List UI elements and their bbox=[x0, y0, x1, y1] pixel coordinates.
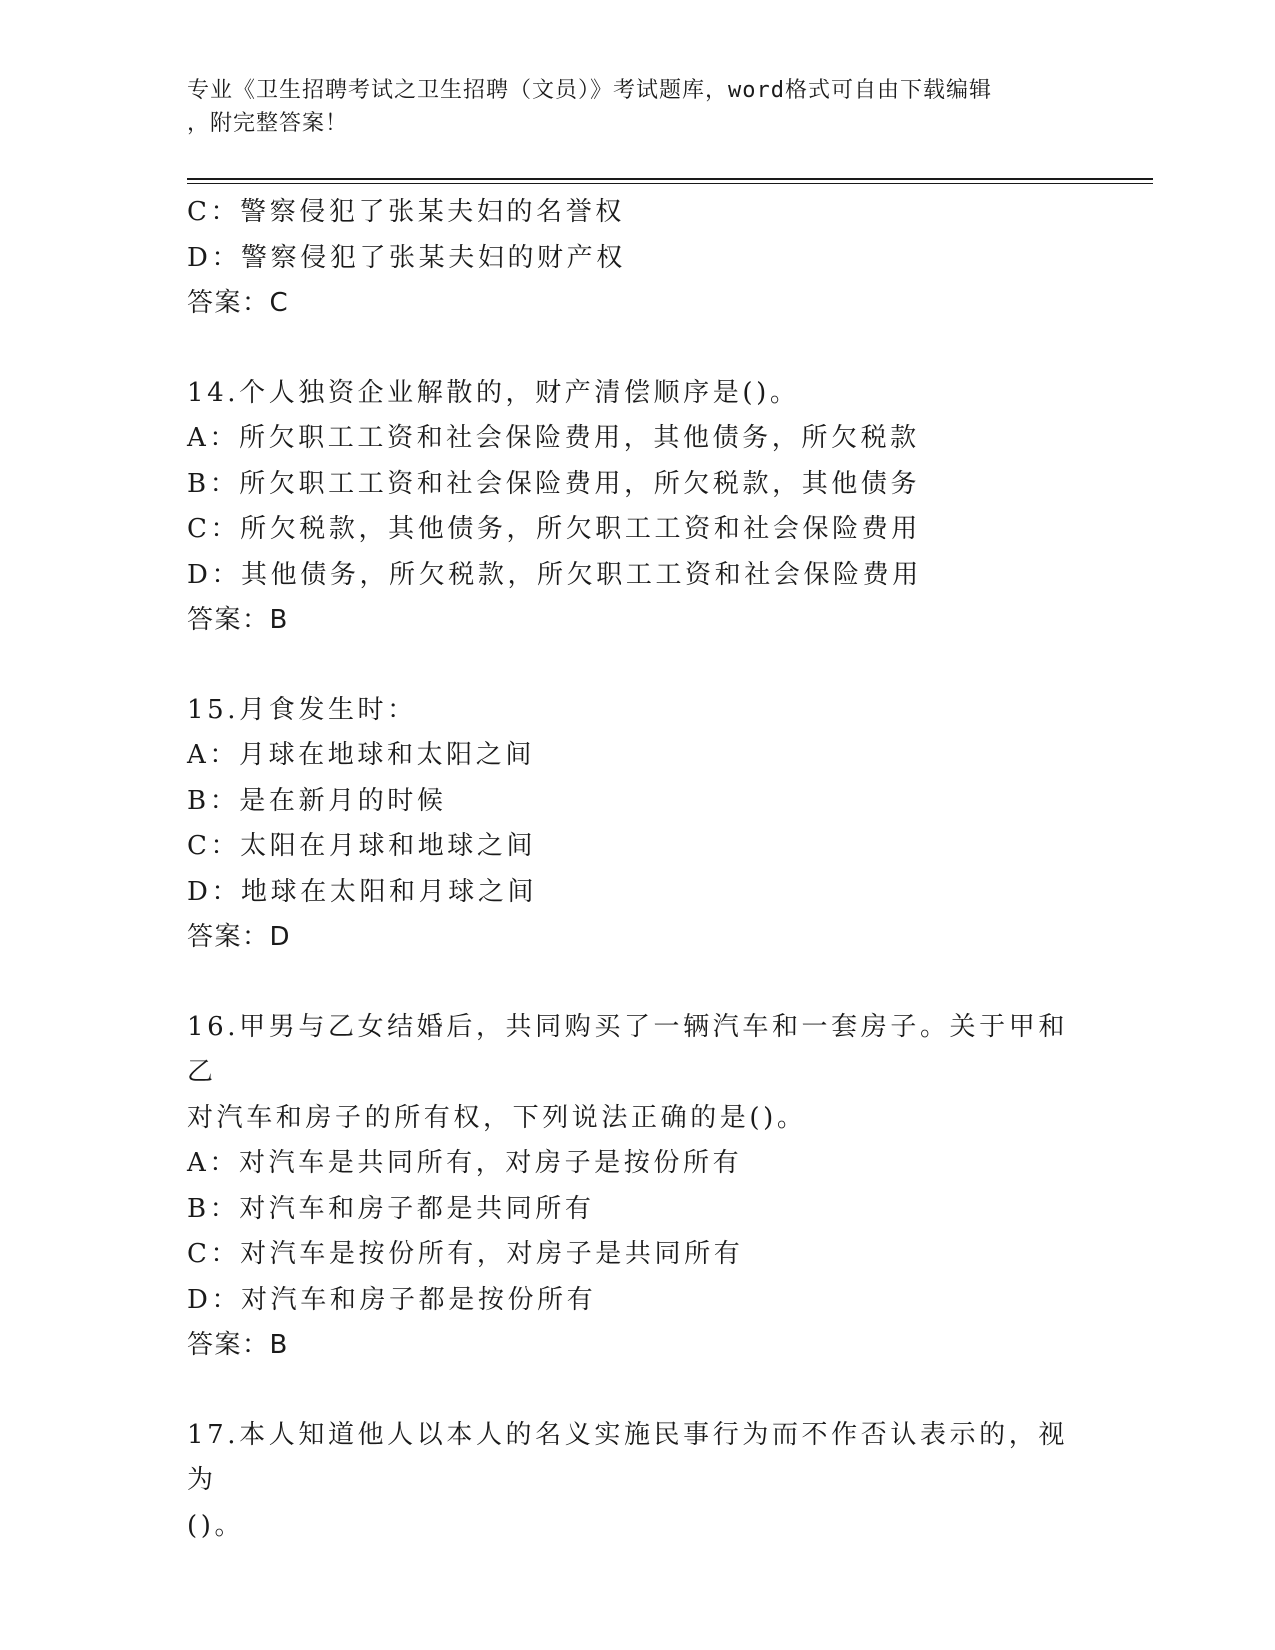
option-a: A：月球在地球和太阳之间 bbox=[187, 740, 535, 770]
answer-line: 答案：B bbox=[187, 605, 289, 635]
option-a: A：对汽车是共同所有，对房子是按份所有 bbox=[187, 1148, 743, 1178]
question-stem-line-2: 对汽车和房子的所有权，下列说法正确的是()。 bbox=[187, 1102, 807, 1133]
option-c: C：所欠税款，其他债务，所欠职工工资和社会保险费用 bbox=[187, 514, 921, 544]
option-b: B：对汽车和房子都是共同所有 bbox=[187, 1193, 595, 1224]
option-c: C：太阳在月球和地球之间 bbox=[187, 831, 537, 861]
option-b: B：是在新月的时候 bbox=[187, 785, 447, 816]
answer-line: 答案：D bbox=[187, 922, 292, 952]
spacer bbox=[187, 644, 1087, 688]
option-c: C：对汽车是按份所有，对房子是共同所有 bbox=[187, 1239, 744, 1269]
header-divider-thick bbox=[187, 178, 1153, 180]
option-c: C：警察侵犯了张某夫妇的名誉权 bbox=[187, 197, 625, 227]
option-d: D：其他债务，所欠税款，所欠职工工资和社会保险费用 bbox=[187, 559, 922, 590]
option-d: D：地球在太阳和月球之间 bbox=[187, 876, 538, 907]
question-17 bbox=[187, 1413, 1087, 1550]
question-stem: 15.月食发生时： bbox=[187, 694, 417, 725]
header-line-1: 专业《卫生招聘考试之卫生招聘（文员）》考试题库，word格式可自由下载编辑 bbox=[187, 78, 992, 103]
option-b: B：所欠职工工资和社会保险费用，所欠税款，其他债务 bbox=[187, 468, 921, 499]
option-d: D：对汽车和房子都是按份所有 bbox=[187, 1284, 597, 1315]
spacer bbox=[187, 327, 1087, 371]
header-line-2: ，附完整答案！ bbox=[187, 111, 349, 136]
question-13-continuation bbox=[187, 190, 1087, 327]
question-15 bbox=[187, 688, 1087, 961]
answer-line: 答案：C bbox=[187, 288, 290, 318]
question-16 bbox=[187, 1005, 1087, 1369]
question-stem-line-1: 16.甲男与乙女结婚后，共同购买了一辆汽车和一套房子。关于甲和乙 bbox=[187, 1011, 1068, 1087]
question-list bbox=[187, 190, 1087, 1549]
option-a: A：所欠职工工资和社会保险费用，其他债务，所欠税款 bbox=[187, 423, 920, 453]
header-divider-thin bbox=[187, 183, 1153, 184]
question-stem-line-1: 17.本人知道他人以本人的名义实施民事行为而不作否认表示的，视为 bbox=[187, 1419, 1068, 1495]
option-d: D：警察侵犯了张某夫妇的财产权 bbox=[187, 242, 626, 273]
question-stem-line-2: ()。 bbox=[187, 1510, 245, 1541]
question-14 bbox=[187, 371, 1087, 644]
answer-line: 答案：B bbox=[187, 1330, 289, 1360]
question-stem: 14.个人独资企业解散的，财产清偿顺序是()。 bbox=[187, 377, 800, 408]
document-header bbox=[187, 74, 1087, 140]
spacer bbox=[187, 961, 1087, 1005]
spacer bbox=[187, 1369, 1087, 1413]
